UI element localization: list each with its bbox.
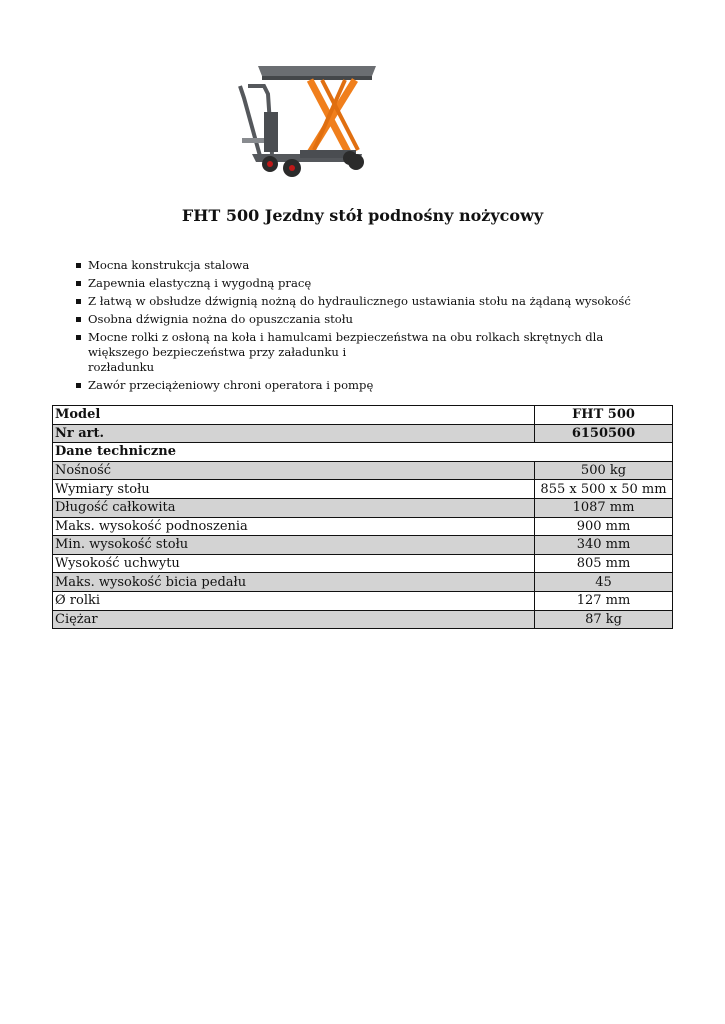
table-row <box>53 591 673 610</box>
table-row-section <box>53 443 673 462</box>
feature-text: Osobna dźwignia nożna do opuszczania stołu <box>88 312 354 326</box>
spec-table <box>52 405 673 629</box>
row-value: 500 kg <box>535 461 673 480</box>
list-item <box>76 294 636 309</box>
row-value: 127 mm <box>535 591 673 610</box>
row-value: 87 kg <box>535 610 673 629</box>
table-row <box>53 461 673 480</box>
row-value: 855 x 500 x 50 mm <box>535 480 673 499</box>
list-item <box>76 378 636 393</box>
table-row <box>53 536 673 555</box>
feature-text: Mocna konstrukcja stalowa <box>88 258 250 272</box>
feature-text: Mocne rolki z osłoną na koła i hamulcami bezpieczeństwa na obu rolkach skrętnych dla większego bezpieczeństwa przy załadunku i rozładunku <box>88 330 604 374</box>
bullet-icon <box>76 281 81 286</box>
row-label: Ciężar <box>53 610 535 629</box>
table-row <box>53 573 673 592</box>
table-row <box>53 498 673 517</box>
page-title: FHT 500 Jezdny stół podnośny nożycowy <box>181 206 544 225</box>
row-value: 340 mm <box>535 536 673 555</box>
bullet-icon <box>76 335 81 340</box>
list-item <box>76 330 636 375</box>
table-row-art <box>53 424 673 443</box>
list-item <box>76 258 636 273</box>
row-value: 805 mm <box>535 554 673 573</box>
section-heading: Dane techniczne <box>53 443 673 462</box>
art-value: 6150500 <box>535 424 673 443</box>
row-label: Wymiary stołu <box>53 480 535 499</box>
feature-text: Z łatwą w obsłudze dźwignią nożną do hydraulicznego ustawiania stołu na żądaną wysokość <box>88 294 631 308</box>
row-value: 1087 mm <box>535 498 673 517</box>
table-row <box>53 480 673 499</box>
row-label: Min. wysokość stołu <box>53 536 535 555</box>
art-label: Nr art. <box>53 424 535 443</box>
row-label: Maks. wysokość bicia pedału <box>53 573 535 592</box>
table-row <box>53 610 673 629</box>
list-item <box>76 276 636 291</box>
table-row <box>53 517 673 536</box>
bullet-icon <box>76 317 81 322</box>
table-row <box>53 554 673 573</box>
row-label: Długość całkowita <box>53 498 535 517</box>
model-value: FHT 500 <box>535 406 673 425</box>
feature-text: Zapewnia elastyczną i wygodną pracę <box>88 276 312 290</box>
row-label: Wysokość uchwytu <box>53 554 535 573</box>
list-item <box>76 312 636 327</box>
bullet-icon <box>76 263 81 268</box>
row-label: Maks. wysokość podnoszenia <box>53 517 535 536</box>
row-label: Ø rolki <box>53 591 535 610</box>
product-image <box>230 58 380 183</box>
bullet-icon <box>76 383 81 388</box>
row-label: Nośność <box>53 461 535 480</box>
model-label: Model <box>53 406 535 425</box>
bullet-icon <box>76 299 81 304</box>
feature-text: Zawór przeciążeniowy chroni operatora i pompę <box>88 378 374 392</box>
row-value: 45 <box>535 573 673 592</box>
feature-list <box>76 258 636 396</box>
row-value: 900 mm <box>535 517 673 536</box>
table-row-model <box>53 406 673 425</box>
